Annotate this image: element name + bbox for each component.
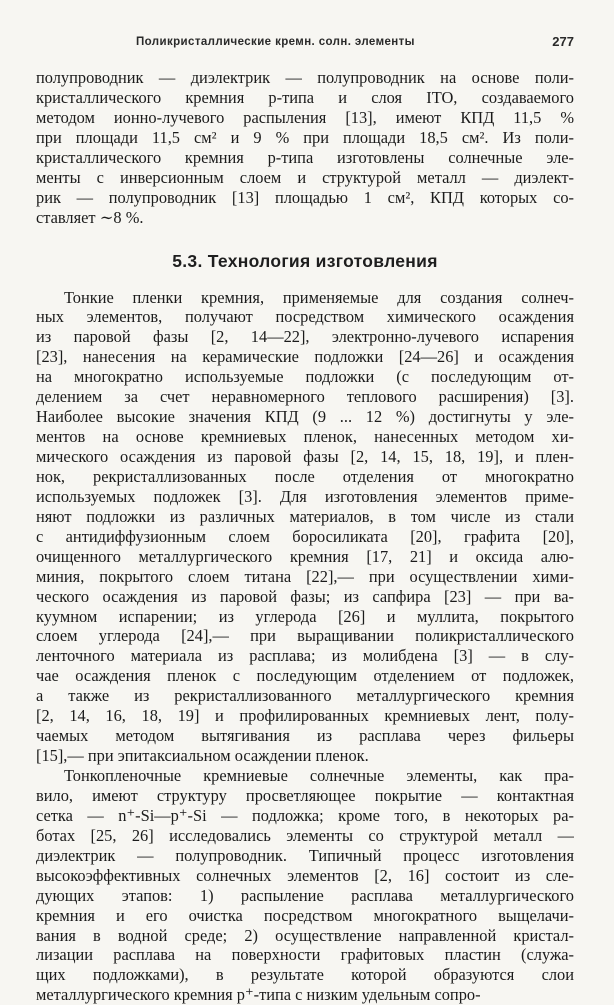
text-line: рик — полупроводник [13] площадью 1 см², КПД которых со- (36, 187, 574, 207)
text-line: методом ионно-лучевого распыления [13], имеют КПД 11,5 % (36, 107, 574, 127)
text-line: мического осаждения из паровой фазы [2, 14, 15, 18, 19], и плен- (36, 447, 574, 466)
text-line: кристаллического кремния p-типа и слоя ITO, создаваемого (36, 87, 574, 107)
text-line: а также из рекристаллизованного металлургического кремния (36, 686, 574, 706)
text-line: миния, покрытого слоем титана [22],— при осуществлении хими- (36, 566, 574, 586)
text-line: ных элементов, получают посредством химического осаждения (36, 307, 574, 327)
text-line: кремния и его очистка посредством многократного выщелачи- (36, 905, 574, 925)
text-line: диэлектрик — полупроводник. Типичный процесс изготовления (36, 845, 574, 865)
text-line: очищенного металлургического кремния [17, 21] и оксида алю- (36, 546, 574, 566)
text-line: чаемых методом вытягивания из расплава через фильеры (36, 726, 574, 746)
text-line: Тонкие пленки кремния, применяемые для создания солнеч- (64, 287, 574, 307)
paragraph-technology (36, 288, 574, 767)
text-line: [23], нанесения на керамические подложки [24—26] и осаждения (36, 347, 574, 367)
text-line: ботах [25, 26] исследовались элементы со структурой металл — (36, 825, 574, 845)
text-line: на многократно используемые подложки (с последующим от- (36, 367, 574, 387)
text-line: ментов на основе кремниевых пленок, нанесенных методом хи- (36, 427, 574, 447)
text-line: ленточного материала из расплава; из молибдена [3] — в слу- (36, 646, 574, 666)
text-line: дующих этапов: 1) распыление расплава металлургического (36, 885, 574, 905)
text-line: с антидиффузионным слоем боросиликата [20], графита [20], (36, 526, 574, 546)
text-line: Наиболее высокие значения КПД (9 ... 12 %) достигнуты у эле- (36, 407, 574, 427)
text-line: менты с инверсионным слоем и структурой металл — диэлект- (36, 167, 574, 187)
text-line: щих подложками), в результате которой образуются слои (36, 965, 574, 985)
section-heading: 5.3. Технология изготовления (172, 250, 438, 271)
text-line: няют подложки из различных материалов, в том числе из стали (36, 506, 574, 526)
text-line: лизации расплава на поверхности графитовых пластин (служа- (36, 945, 574, 965)
text-line: [2, 14, 16, 18, 19] и профилированных кремниевых лент, полу- (36, 706, 574, 726)
text-line: металлургического кремния p⁺-типа с низким удельным сопро- (36, 985, 481, 1005)
text-line: вило, имеют структуру просветляющее покрытие — контактная (36, 785, 574, 805)
text-line: куумном испарении; из углерода [26] и муллита, покрытого (36, 606, 574, 626)
page-body (36, 68, 574, 1005)
text-line: сетка — n⁺-Si—p⁺-Si — подложка; кроме того, в некоторых ра- (36, 805, 574, 825)
text-line: из паровой фазы [2, 14—22], электронно-лучевого испарения (36, 327, 574, 347)
text-line: при площади 11,5 см² и 9 % при площади 18,5 см². Из поли- (36, 127, 574, 147)
paragraph-thin-film-structure (36, 766, 574, 1005)
text-line: делением за счет неравномерного теплового расширения) [3]. (36, 387, 574, 407)
running-title: Поликристаллические кремн. солн. элементы (136, 36, 415, 48)
text-line: ставляет ∼8 %. (36, 207, 144, 227)
text-line: вания в водной среде; 2) осуществление направленной кристал- (36, 925, 574, 945)
text-line: [15],— при эпитаксиальном осаждении пленок. (36, 746, 369, 766)
page-number: 277 (552, 34, 574, 49)
text-line: чае осаждения пленок с последующим отделением от подложек, (36, 666, 574, 686)
intro-paragraph (36, 68, 574, 228)
text-line: слоем углерода [24],— при выращивании поликристаллического (36, 626, 574, 646)
text-line: нок, рекристаллизованных после отделения от многократно (36, 466, 574, 486)
text-line: используемых подложек [3]. Для изготовления элементов приме- (36, 486, 574, 506)
text-line: ческого осаждения из паровой фазы; из сапфира [23] — при ва- (36, 586, 574, 606)
page-header (36, 36, 574, 56)
text-line: Тонкопленочные кремниевые солнечные элементы, как пра- (64, 766, 574, 785)
text-line: кристаллического кремния p-типа изготовлены солнечные эле- (36, 147, 574, 167)
text-line: высокоэффективных солнечных элементов [2, 16] состоит из сле- (36, 865, 574, 885)
text-line: полупроводник — диэлектрик — полупроводник на основе поли- (36, 68, 574, 87)
